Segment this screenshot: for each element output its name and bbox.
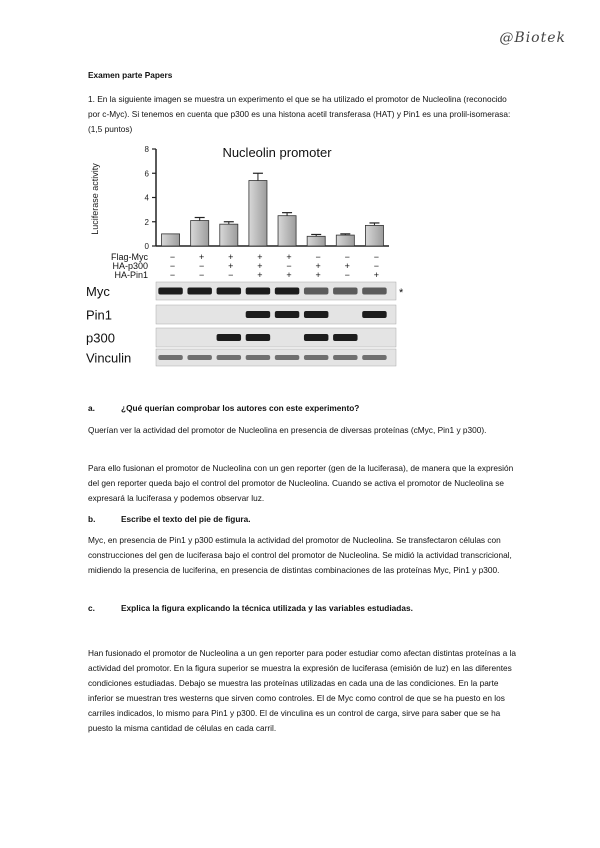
blot-band [187,288,211,295]
section-a-question: ¿Qué querían comprobar los autores con este experimento? [121,403,360,413]
condition-sign: + [228,252,234,262]
condition-label: HA-p300 [112,261,148,271]
blot-band [246,355,270,360]
blot-band [304,288,328,295]
condition-sign: + [315,270,321,280]
blot-band [333,334,357,341]
section-a-heading [88,403,359,413]
blot-label: Myc [86,284,110,299]
condition-sign: − [286,261,292,271]
chart-title: Nucleolin promoter [222,145,332,160]
condition-sign: + [199,252,205,262]
blot-band [217,355,241,360]
condition-label: Flag-Myc [110,252,148,262]
condition-sign: − [199,261,205,271]
condition-sign: + [228,261,234,271]
section-b-label: b. [88,514,96,524]
y-tick-label: 6 [144,169,149,179]
condition-sign: − [373,252,380,262]
blot-label: p300 [86,330,115,346]
blot-band [275,355,299,360]
condition-sign: − [373,261,380,271]
blot-band [275,288,299,295]
bar [191,221,209,246]
bar [336,235,354,246]
section-c-question: Explica la figura explicando la técnica utilizada y las variables estudiadas. [121,603,413,613]
bar [307,236,325,246]
condition-sign: + [373,270,380,280]
blot-band [246,311,270,318]
y-tick-label: 0 [144,242,149,251]
bar [249,181,267,246]
condition-sign: − [169,252,176,262]
section-c-label: c. [88,603,95,613]
blot-band [158,355,182,360]
condition-sign: − [169,261,176,271]
bar [278,216,296,246]
bar [220,224,238,246]
section-a-label: a. [88,403,95,413]
blot-band [362,355,386,360]
condition-sign: + [257,261,263,271]
section-a-p1: Querían ver la actividad del promotor de Nucleolina en presencia de diversas proteínas (cMyc, Pin1 y p300). [88,425,487,435]
section-a-p2: Para ello fusionan el promotor de Nucleolina con un gen reporter (gen de la luciferasa), de manera que la expresión del gen reporter queda bajo el control del promotor de Nucleolina. Cuando se activa el promotor de Nucleolina se expresará la luciferasa y podemos observar luz. [88,463,514,503]
condition-sign: + [257,252,263,262]
question-text: En la siguiente imagen se muestra un experimento el que se ha utilizado el promotor de Nucleolina (reconocido por c-Myc). Si tenemos en cuenta que p300 es una histona acetil transferasa (HAT) y Pin1 es una prolil-isomerasa: (1,5 puntos) [88,94,511,134]
condition-sign: + [315,261,321,271]
condition-sign: − [344,252,350,262]
condition-sign: + [286,270,292,280]
chart-ylabel: Luciferase activity [90,163,100,235]
blot-band [304,311,328,318]
bar [162,234,180,246]
condition-sign: − [199,270,205,280]
blot-band [304,334,328,341]
condition-sign: + [257,270,263,280]
blot-band [246,334,270,341]
section-b-p1: Myc, en presencia de Pin1 y p300 estimula la actividad del promotor de Nucleolina. Se transfectaron células con construcciones del gen de luciferasa bajo el control del promotor de Nucleolina. Se midió la actividad transcricional, midiendo la presencia de luciferina, en presencia de distintas combinaciones de las proteínas Myc, Pin1 y p300. [88,535,512,575]
y-tick-label: 4 [144,193,149,203]
blot-band [275,311,299,318]
blot-label: Vinculin [86,350,132,366]
section-b-heading [88,514,251,524]
section-b-question: Escribe el texto del pie de figura. [121,514,251,524]
condition-sign: + [286,252,292,262]
condition-sign: − [344,270,350,280]
condition-label: HA-Pin1 [114,270,148,280]
page-title: Examen parte Papers [88,70,173,80]
blot-band [217,334,241,341]
condition-sign: + [344,261,350,271]
blot-band [333,288,357,295]
blot-band [158,288,182,295]
y-tick-label: 8 [144,145,149,154]
blot-star: * [399,287,404,299]
condition-sign: − [315,252,321,262]
section-c-p1: Han fusionado el promotor de Nucleolina a un gen reporter para poder estudiar como afectan distintas proteínas a la actividad del promotor. En la figura superior se muestra la expresión de luciferasa (emisión de luz) en las diferentes condiciones estudiadas. Debajo se muestra las proteínas utilizadas en cada una de las condiciones. En la parte inferior se muestran tres westerns que sirven como controles. El de Myc como control de que se ha puesto en los carriles indicados, lo mismo para Pin1 y p300. El de vinculina es un control de carga, sirve para saber que se ha puesto la misma cantidad de células en cada carril. [88,648,517,733]
blot-panel [156,328,396,347]
question-1 [88,92,518,137]
blot-label: Pin1 [86,307,113,323]
condition-sign: − [169,270,176,280]
bar [365,225,383,246]
blot-band [362,288,386,295]
blot-band [304,355,328,360]
blot-band [187,355,211,360]
section-c-heading [88,603,413,613]
nucleolin-figure [84,143,414,373]
watermark: @Biotek [499,30,566,46]
blot-band [362,311,386,318]
y-tick-label: 2 [144,217,149,227]
blot-band [333,355,357,360]
blot-band [246,288,270,295]
condition-sign: − [228,270,234,280]
question-number: 1. [88,94,95,104]
blot-band [217,288,241,295]
